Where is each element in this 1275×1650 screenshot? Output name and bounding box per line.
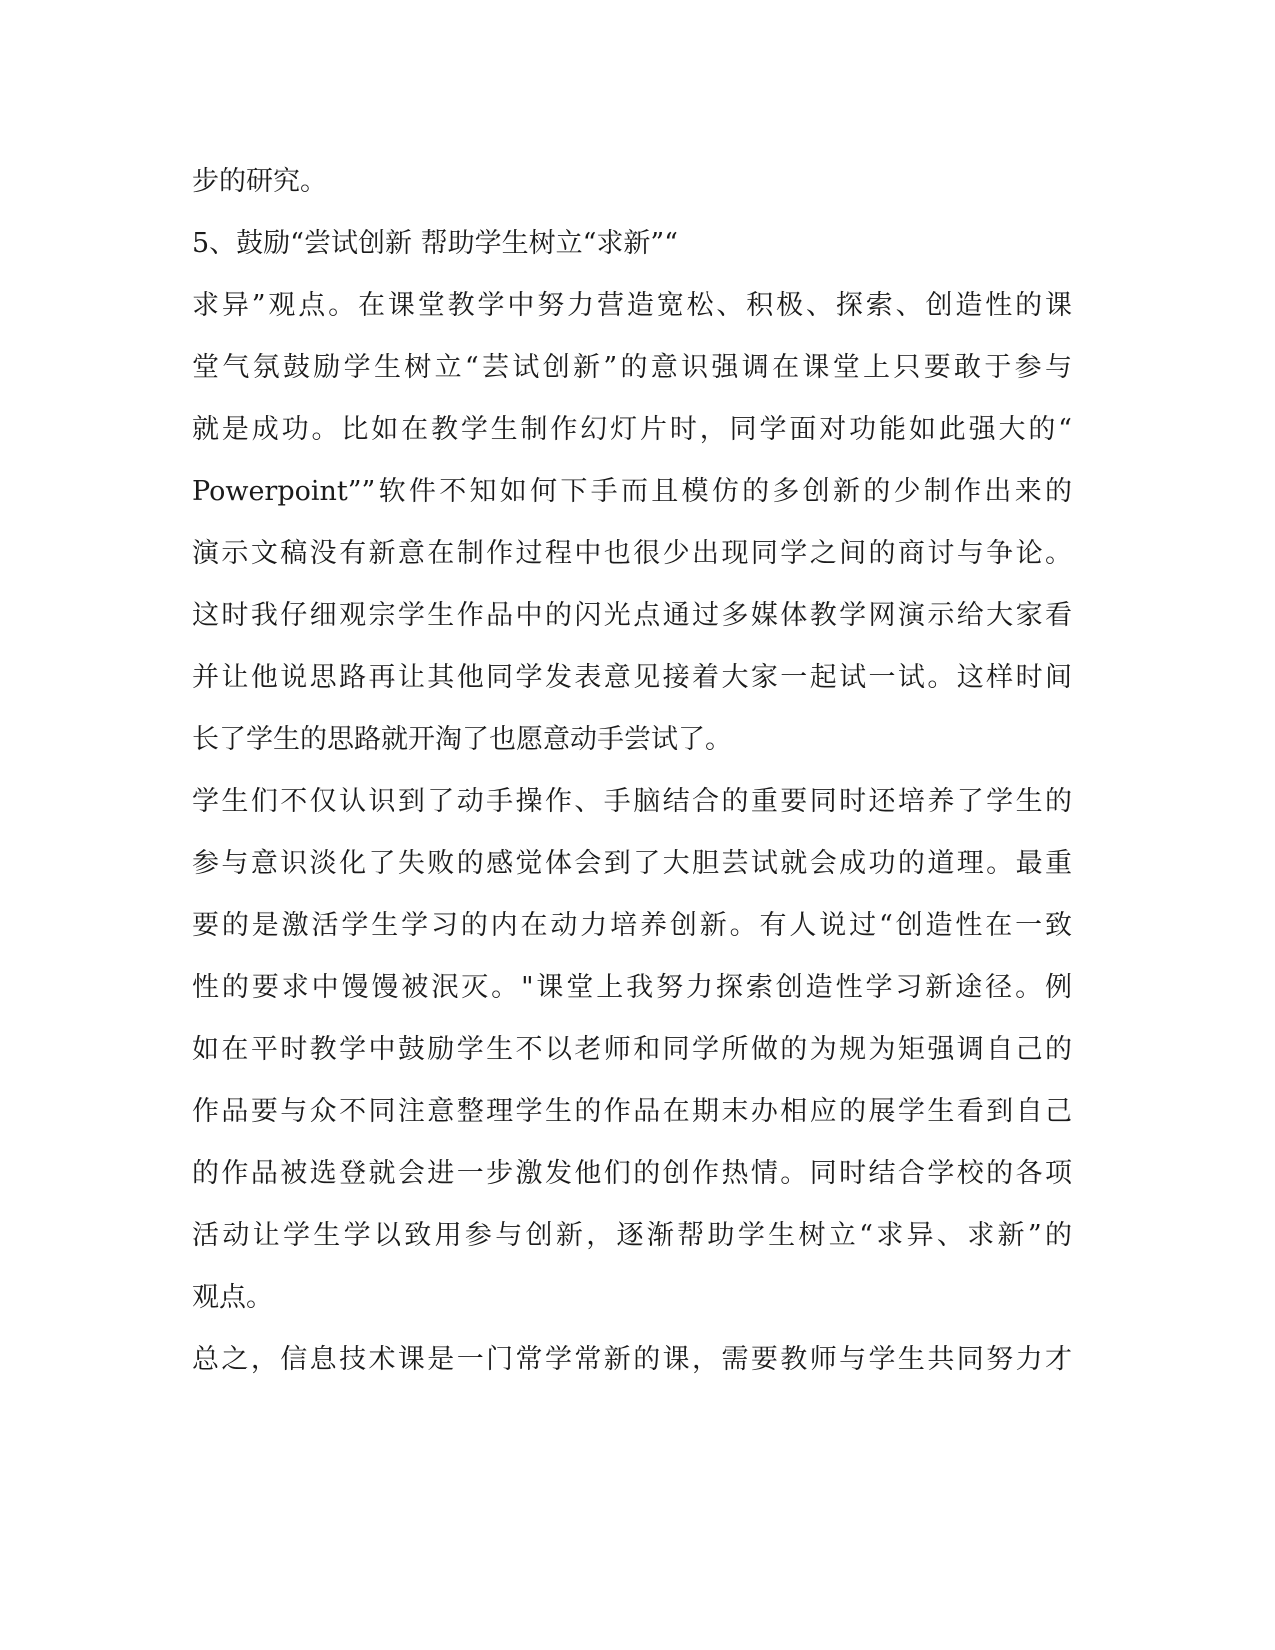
text-line: 的作品被选登就会进一步激发他们的创作热情。同时结合学校的各项 (192, 1158, 1072, 1189)
text-line: 这时我仔细观宗学生作品中的闪光点通过多媒体教学网演示给大家看 (192, 600, 1072, 631)
text-line: 性的要求中馒馒被泯灭。"课堂上我努力探索创造性学习新途径。例 (192, 972, 1072, 1003)
text-line: 要的是激活学生学习的内在动力培养创新。有人说过“创造性在一致 (192, 910, 1072, 941)
text-line: 如在平时教学中鼓励学生不以老师和同学所做的为规为矩强调自己的 (192, 1034, 1072, 1065)
text-line: 活动让学生学以致用参与创新，逐渐帮助学生树立“求异、求新”的 (192, 1220, 1072, 1251)
text-line: 参与意识淡化了失败的感觉体会到了大胆芸试就会成功的道理。最重 (192, 848, 1072, 879)
text-line: 就是成功。比如在教学生制作幻灯片时，同学面对功能如此强大的“ (192, 414, 1072, 445)
text-line: 求异”观点。在课堂教学中努力营造宽松、积极、探索、创造性的课 (192, 290, 1072, 321)
text-line: 学生们不仅认识到了动手操作、手脑结合的重要同时还培养了学生的 (192, 786, 1072, 817)
text-line: 演示文稿没有新意在制作过程中也很少出现同学之间的商讨与争论。 (192, 538, 1072, 569)
text-line: 总之，信息技术课是一门常学常新的课，需要教师与学生共同努力才 (192, 1344, 1072, 1375)
text-line: 5、鼓励“尝试创新 帮助学生树立“求新”“ (192, 228, 678, 259)
text-line: 作品要与众不同注意整理学生的作品在期末办相应的展学生看到自己 (192, 1096, 1072, 1127)
text-line: 堂气氛鼓励学生树立“芸试创新”的意识强调在课堂上只要敢于参与 (192, 352, 1072, 383)
text-line: Powerpoint””软件不知如何下手而且模仿的多创新的少制作出来的 (192, 476, 1072, 507)
text-line: 步的研究。 (192, 166, 327, 197)
text-line: 长了学生的思路就开淘了也愿意动手尝试了。 (192, 724, 732, 755)
text-line: 观点。 (192, 1282, 273, 1313)
text-line: 并让他说思路再让其他同学发表意见接着大家一起试一试。这样时间 (192, 662, 1072, 693)
